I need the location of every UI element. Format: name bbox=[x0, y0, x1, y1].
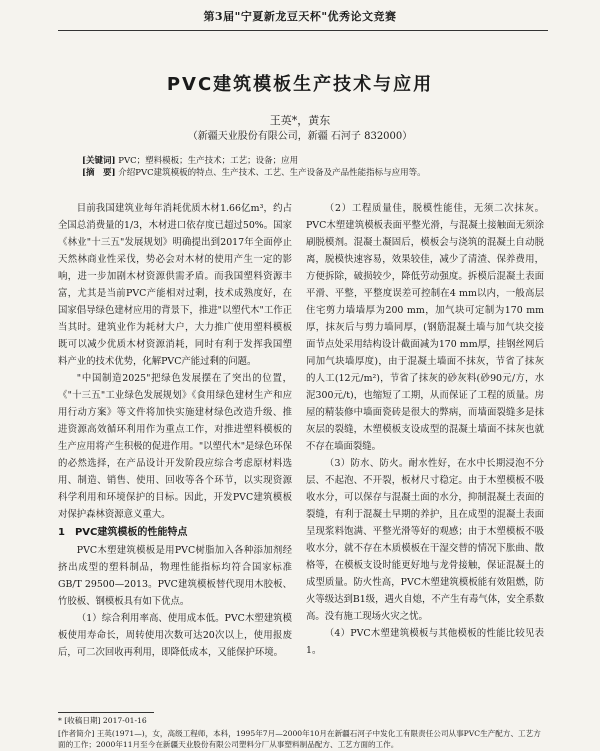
keywords-label: [关键词] bbox=[82, 156, 116, 166]
abstract-line bbox=[82, 167, 542, 179]
abstract-text: 介绍PVC建筑模板的特点、生产技术、工艺、生产设备及产品性能指标与应用等。 bbox=[118, 168, 426, 178]
paragraph: PVC木塑建筑模板是用PVC树脂加入各种添加剂经挤出成型的塑料制品，物理性能指标均符合国家标准GB/T 29500—2013。PVC建筑模板替代现用木胶板、竹胶板、钢模板具有如下优点。 bbox=[58, 545, 292, 607]
footnote-received: * [收稿日期] 2017-01-16 bbox=[58, 716, 147, 725]
affiliation: （新疆天业股份有限公司，新疆 石河子 832000） bbox=[187, 131, 413, 142]
footnote-author-intro: [作者简介] 王英(1971—)，女，高级工程师，本科，1995年7月—2000年10月在新疆石河子中发化工有限责任公司从事PVC生产配方、工艺方面的工作；2000年11月至今在新疆天业股份有限公司塑料分厂从事塑料制品配方、工艺方面的工作。 bbox=[58, 729, 541, 749]
left-column bbox=[58, 200, 292, 661]
paragraph: （3）防水、防火。耐水性好，在水中长期浸泡不分层、不起泡、不开裂，板材尺寸稳定。由于木塑模板不吸收水分，可以保存与混凝土面的水分，抑制混凝土表面的裂缝，有利于混凝土早期的养护，且在成型的混凝土表面呈现浆料饱满、平整光滑等好的观感；由于木塑模板不吸收水分，就不存在木质模板在干湿交替的情况下胀曲、散格等，在模板支设时能更好地与龙骨接触，保证混凝土的成型质量。防火性高，PVC木塑建筑模板能有效阻燃，防火等级达到B1级，遇火自熄，不产生有毒气体，安全系数高。没有施工现场火灾之忧。 bbox=[306, 458, 544, 622]
paragraph: （1）综合利用率高、使用成本低。PVC木塑建筑模板使用寿命长，周转使用次数可达20次以上，使用报废后，可二次回收再利用，即降低成本，又能保护环境。 bbox=[58, 613, 292, 658]
journal-header: 第3届"宁夏新龙豆天杯"优秀论文竞赛 bbox=[203, 10, 397, 23]
authors: 王英*，黄东 bbox=[269, 114, 331, 127]
header-rule bbox=[58, 30, 548, 31]
paragraph: 目前我国建筑业每年消耗优质木材1.66亿m³，约占全国总消费量的1/3，木材进口依存度已超过50%。国家《林业"十三五"发展规划》明确提出到2017年全面停止天然林商业性采伐，势必会对木材的使用产生一定的影响，进一步加剧木材资源供需矛盾。而我国塑料资源丰富，尤其是当前PVC产能相对过剩，技术成熟度好，在国家倡导绿色建材应用的背景下，推进"以塑代木"工作正当其时。建筑业作为耗材大户，大力推广使用塑料模板既可以减少优质木材资源消耗，同时有利于发挥我国塑料产业的技术优势，化解PVC产能过剩的问题。 bbox=[58, 203, 292, 367]
abstract-label: [摘 要] bbox=[82, 168, 116, 178]
keywords-line bbox=[82, 155, 542, 167]
paragraph: （4）PVC木塑建筑模板与其他模板的性能比较见表1。 bbox=[306, 628, 544, 656]
article-title: PVC建筑模板生产技术与应用 bbox=[166, 74, 434, 95]
paragraph: "中国制造2025"把绿色发展摆在了突出的位置，《"十三五"工业绿色发展规划》《食用绿色建材生产和应用行动方案》等文件将加快实施建材绿色改造升级、推进资源高效循环利用作为重点工作，对推进塑料模板的生产应用将产生积极的促进作用。"以塑代木"是绿色环保的必然选择，在产品设计开发阶段应综合考虑原材料选用、制造、销售、使用、回收等各个环节，以实现资源科学利用和环境保护的目标。因此，开发PVC建筑模板对保护森林资源意义重大。 bbox=[58, 373, 292, 520]
footnote-rule bbox=[58, 712, 154, 713]
keywords-text: PVC；塑料模板；生产技术；工艺；设备；应用 bbox=[118, 156, 299, 166]
paragraph: （2）工程质量佳，脱模性能佳，无须二次抹灰。PVC木塑建筑模板表面平整光滑，与混凝土接触面无须涂刷脱模剂。混凝土凝固后，模板会与浇筑的混凝土自动脱离，脱模快速容易，效果较佳，减少了清渣、保养费用，方便拆除，破损较少，降低劳动强度。拆模后混凝土表面平滑、平整，平整度误差可控制在4 mm以内，一般高层住宅剪力墙墙厚为200 mm，加气块可定制为170 mm厚，抹灰后与剪力墙同厚，(钢筋混凝土墙与加气块交接面节点处采用结构设计截面减为170 mm厚，挂钢丝网后同加气块墙厚度)，由于混凝土墙面不抹灰，节省了抹灰的人工(12元/m²)，节省了抹灰的砂灰料(砂90元/方，水泥300元/t)，也缩短了工期，从而保证了工程的质量。房屋的精装修中墙面瓷砖是很大的弊病，而墙面裂缝多是抹灰层的裂缝，木塑模板支设成型的混凝土墙面不抹灰也就不存在墙面裂缝。 bbox=[306, 203, 544, 452]
right-column bbox=[306, 200, 544, 659]
section-heading: 1 PVC建筑模板的性能特点 bbox=[58, 527, 188, 538]
